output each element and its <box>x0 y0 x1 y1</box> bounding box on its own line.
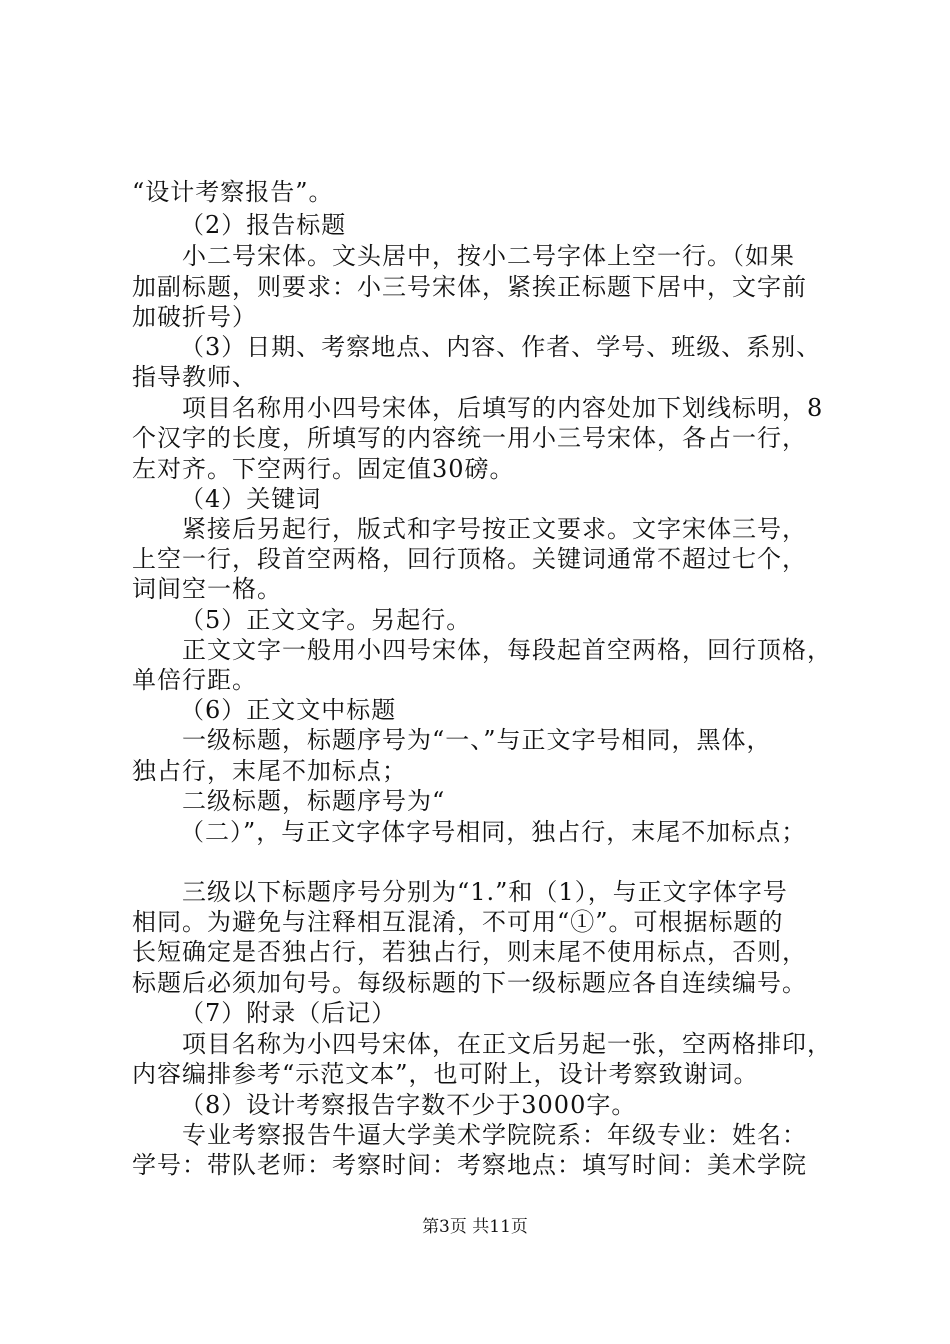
text-line: 专业考察报告牛逼大学美术学院院系：年级专业：姓名： <box>182 1121 807 1149</box>
text-line: 项目名称用小四号宋体，后填写的内容处加下划线标明，8 <box>182 394 824 422</box>
text-line: “设计考察报告”。 <box>132 178 334 206</box>
text-line: 相同。为避免与注释相互混淆，不可用“①”。可根据标题的 <box>132 908 784 936</box>
text-line: 单倍行距。 <box>132 666 257 694</box>
text-line: （2）报告标题 <box>180 211 347 239</box>
text-line: 紧接后另起行，版式和字号按正文要求。文字宋体三号， <box>182 515 807 543</box>
text-line: 词间空一格。 <box>132 575 282 603</box>
text-line: 加副标题，则要求：小三号宋体，紧挨正标题下居中，文字前 <box>132 273 807 301</box>
text-line: （5）正文文字。另起行。 <box>180 606 472 634</box>
text-line: （8）设计考察报告字数不少于3000字。 <box>180 1091 637 1119</box>
text-line: 学号：带队老师：考察时间：考察地点：填写时间：美术学院 <box>132 1151 807 1179</box>
text-line: 指导教师、 <box>132 363 257 391</box>
text-line: （二）”，与正文字体字号相同，独占行，末尾不加标点； <box>180 818 807 846</box>
text-line: 二级标题，标题序号为“ <box>182 787 446 815</box>
text-line: 标题后必须加句号。每级标题的下一级标题应各自连续编号。 <box>132 969 807 997</box>
text-line: 长短确定是否独占行，若独占行，则末尾不使用标点，否则， <box>132 938 807 966</box>
page-number: 第3页 共11页 <box>422 1217 528 1237</box>
text-line: 加破折号） <box>132 303 257 331</box>
text-line: 个汉字的长度，所填写的内容统一用小三号宋体，各占一行， <box>132 424 807 452</box>
text-line: 左对齐。下空两行。固定值30磅。 <box>132 455 515 483</box>
text-line: 独占行，末尾不加标点； <box>132 757 407 785</box>
text-line: （7）附录（后记） <box>180 999 397 1027</box>
text-line: 三级以下标题序号分别为“1.”和（1），与正文字体字号 <box>182 878 788 906</box>
text-line: 小二号宋体。文头居中，按小二号字体上空一行。（如果 <box>182 242 795 270</box>
text-line: （3）日期、考察地点、内容、作者、学号、班级、系别、 <box>180 333 822 361</box>
text-line: （6）正文文中标题 <box>180 696 397 724</box>
text-line: 内容编排参考“示范文本”，也可附上，设计考察致谢词。 <box>132 1060 759 1088</box>
text-line: （4）关键词 <box>180 485 322 513</box>
text-line: 正文文字一般用小四号宋体，每段起首空两格，回行顶格， <box>182 636 832 664</box>
text-line: 项目名称为小四号宋体，在正文后另起一张，空两格排印， <box>182 1030 832 1058</box>
text-line: 上空一行，段首空两格，回行顶格。关键词通常不超过七个， <box>132 545 807 573</box>
text-line: 一级标题，标题序号为“一、”与正文字号相同，黑体， <box>182 726 772 754</box>
